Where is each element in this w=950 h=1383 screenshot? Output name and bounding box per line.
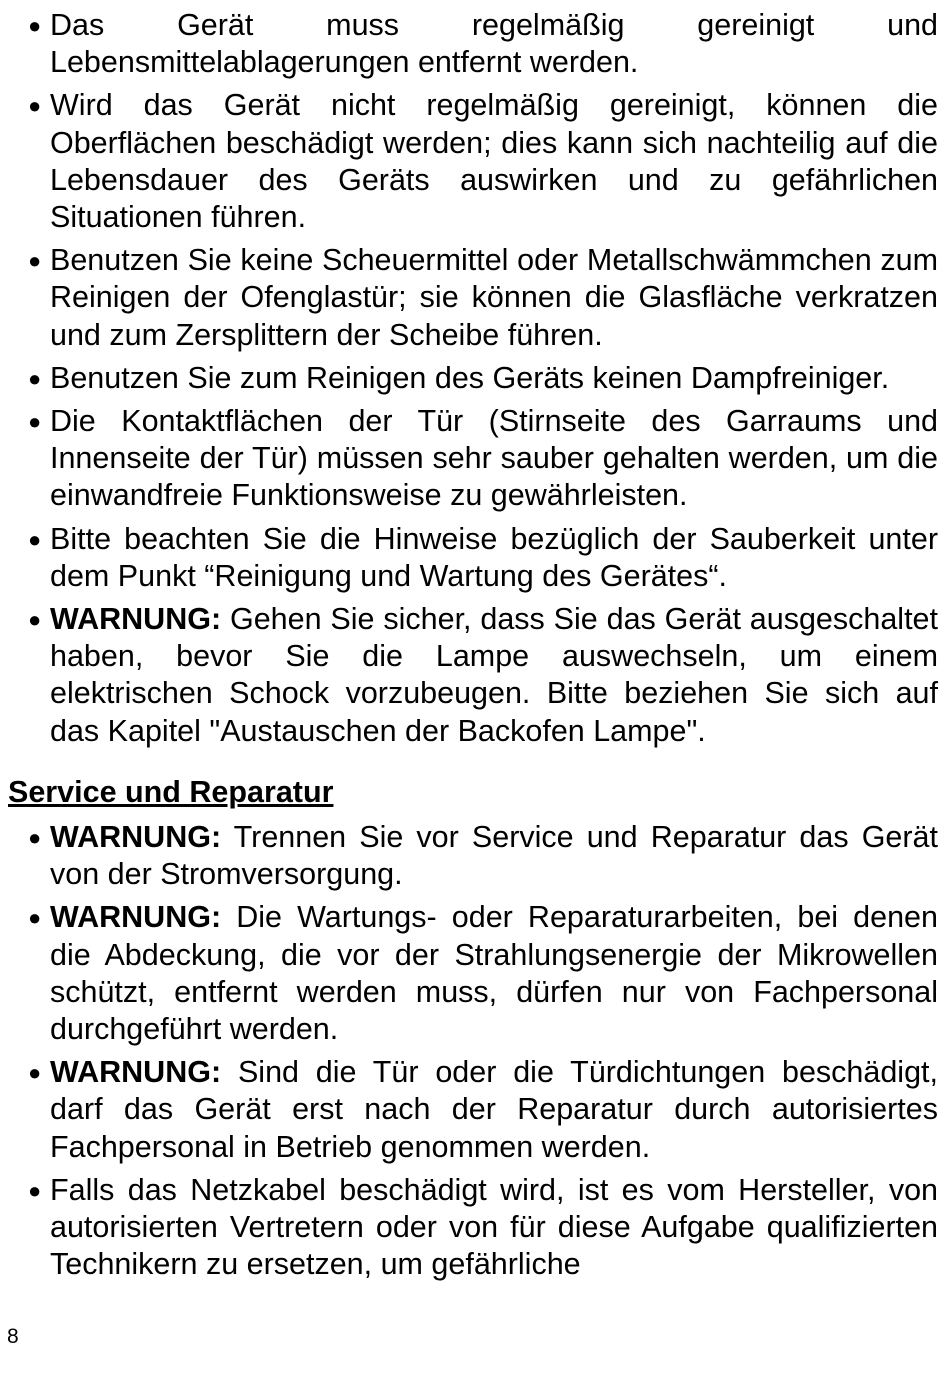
list-item [28,87,938,236]
list-item [28,360,938,397]
warning-label: WARNUNG: [50,1055,222,1090]
service-instructions-list [28,819,938,1289]
item-text: Benutzen Sie zum Reinigen des Geräts keinen Dampfreiniger. [50,360,890,395]
list-item [28,242,938,354]
bullet-icon: ● [28,607,42,633]
bullet-icon: ● [28,1060,42,1086]
bullet-icon: ● [28,526,42,552]
bullet-icon: ● [28,248,42,274]
item-text: Die Kontaktflächen der Tür (Stirnseite des Garraums und Innenseite der Tür) müssen sehr sauber gehalten werden, um die einwandfreie Funktionsweise zu gewährleisten. [50,404,938,513]
bullet-icon: ● [28,13,42,38]
list-item [28,601,938,750]
list-item [28,899,938,1048]
item-text: Trennen Sie vor Service und Reparatur das Gerät von der Stromversorgung. [50,820,938,892]
warning-label: WARNUNG: [50,602,222,637]
bullet-icon: ● [28,825,42,850]
list-item [28,1172,938,1284]
bullet-icon: ● [28,365,42,391]
item-text: Benutzen Sie keine Scheuermittel oder Metallschwämmchen zum Reinigen der Ofenglastür; sie können die Glasfläche verkratzen und zum Zersplittern der Scheibe führen. [50,243,938,352]
safety-instructions-list [28,7,938,756]
page-number: 8 [7,1325,19,1348]
warning-label: WARNUNG: [50,820,222,854]
list-item [28,1054,938,1166]
item-text: Sind die Tür oder die Türdichtungen beschädigt, darf das Gerät erst nach der Reparatur durch autorisiertes Fachpersonal in Betrieb genommen werden. [50,1055,938,1164]
item-text: Bitte beachten Sie die Hinweise bezüglich der Sauberkeit unter dem Punkt “Reinigung und Wartung des Gerätes“. [50,521,938,593]
item-text: Die Wartungs- oder Reparaturarbeiten, bei denen die Abdeckung, die vor der Strahlungsenergie der Mikrowellen schützt, entfernt werden muss, dürfen nur von Fachpersonal durchgeführt werden. [50,900,938,1047]
item-text: Das Gerät muss regelmäßig gereinigt und Lebensmittelablagerungen entfernt werden. [50,8,938,80]
item-text: Wird das Gerät nicht regelmäßig gereinigt, können die Oberflächen beschädigt werden; dies kann sich nachteilig auf die Lebensdauer des Geräts auswirken und zu gefährlichen Situationen führen. [50,88,938,235]
bullet-icon: ● [28,409,42,435]
bullet-icon: ● [28,905,42,931]
warning-label: WARNUNG: [50,900,222,935]
bullet-icon: ● [28,93,42,119]
list-item [28,7,938,81]
section-heading: Service und Reparatur [8,775,334,809]
bullet-icon: ● [28,1177,42,1203]
item-text: Falls das Netzkabel beschädigt wird, ist es vom Hersteller, von autorisierten Vertretern oder von für diese Aufgabe qualifizierten Technikern zu ersetzen, um gefährliche [50,1172,938,1282]
list-item [28,819,938,893]
list-item [28,521,938,595]
item-text: Gehen Sie sicher, dass Sie das Gerät ausgeschaltet haben, bevor Sie die Lampe auswechseln, um einem elektrischen Schock vorzubeugen. Bitte beziehen Sie sich auf das Kapitel "Austauschen der Backofen Lampe". [50,602,938,748]
list-item [28,403,938,515]
